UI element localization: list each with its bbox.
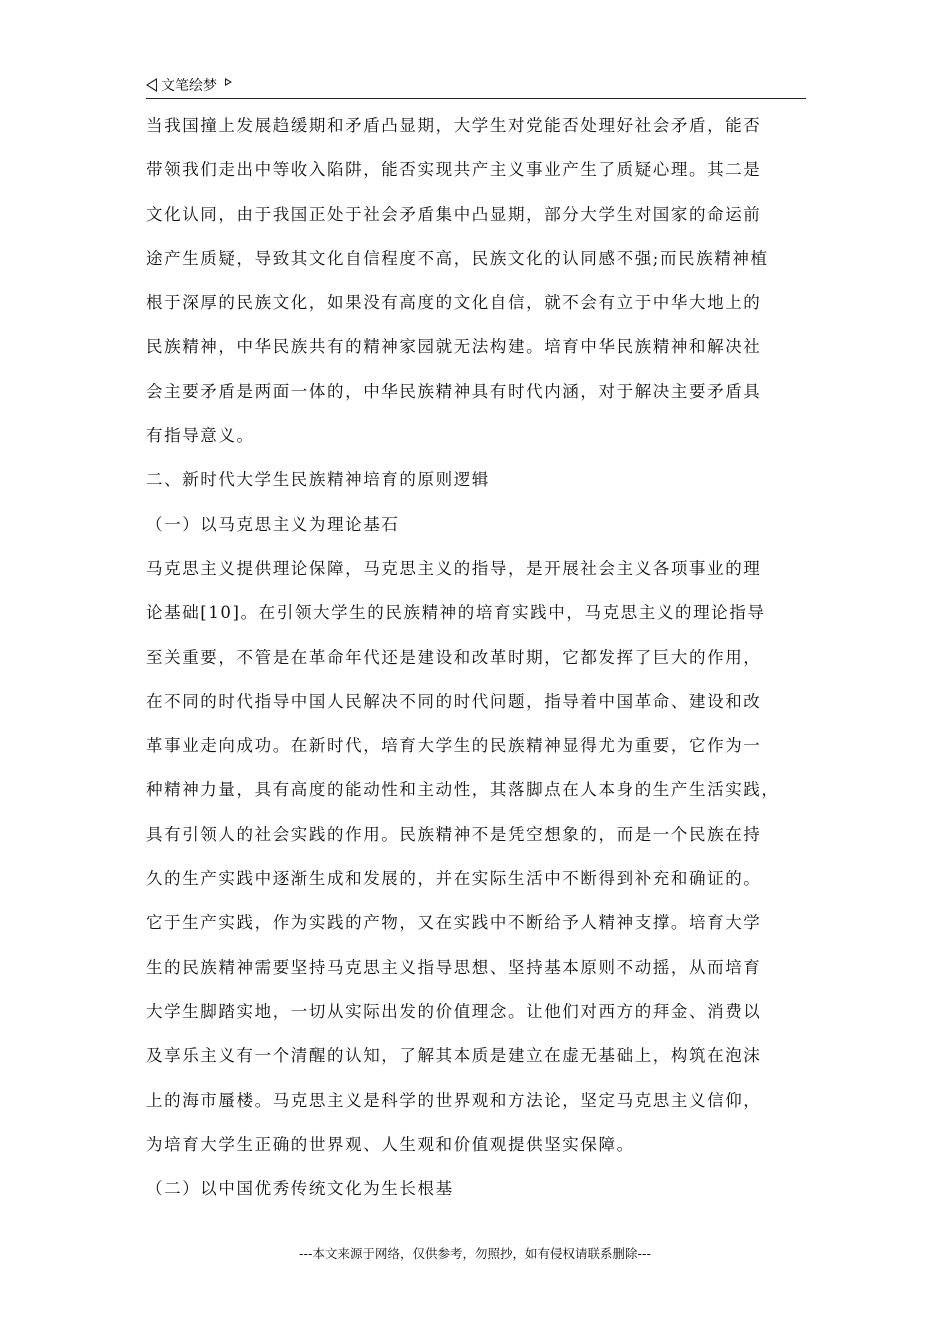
text-line: 有指导意义。: [146, 426, 255, 446]
text-line: 马克思主义提供理论保障，马克思主义的指导，是开展社会主义各项事业的理: [146, 558, 762, 578]
text-line: 生的民族精神需要坚持马克思主义指导思想、坚持基本原则不动摇，从而培育: [146, 957, 762, 977]
text-line: 革事业走向成功。在新时代，培育大学生的民族精神显得尤为重要，它作为一: [146, 736, 762, 756]
triangle-right-icon: [225, 78, 232, 86]
text-line: 会主要矛盾是两面一体的，中华民族精神具有时代内涵，对于解决主要矛盾具: [146, 381, 762, 401]
text-line: 当我国撞上发展趋缓期和矛盾凸显期，大学生对党能否处理好社会矛盾，能否: [146, 116, 762, 135]
body-text: [146, 104, 812, 1211]
text-line: 带领我们走出中等收入陷阱，能否实现共产主义事业产生了质疑心理。其二是: [146, 160, 762, 180]
text-line: 久的生产实践中逐渐生成和发展的，并在实际生活中不断得到补充和确证的。: [146, 869, 762, 889]
text-line: （二）以中国优秀传统文化为生长根基: [146, 1179, 454, 1199]
page-header: [146, 72, 806, 99]
text-line: 至关重要，不管是在革命年代还是建设和改革时期，它都发挥了巨大的作用，: [146, 647, 762, 667]
text-line: 在不同的时代指导中国人民解决不同的时代问题，指导着中国革命、建设和改: [146, 691, 762, 711]
text-line: 文化认同，由于我国正处于社会矛盾集中凸显期，部分大学生对国家的命运前: [146, 204, 762, 224]
header-title: 文笔绘梦: [161, 78, 217, 94]
text-line: （一）以马克思主义为理论基石: [146, 514, 400, 534]
text-line: 民族精神，中华民族共有的精神家园就无法构建。培育中华民族精神和解决社: [146, 337, 762, 357]
triangle-left-icon: [146, 78, 157, 92]
page-footer: ---本文来源于网络，仅供参考，勿照抄，如有侵权请联系删除---: [298, 1246, 652, 1261]
text-line: 二、新时代大学生民族精神培育的原则逻辑: [146, 470, 490, 490]
text-line: 为培育大学生正确的世界观、人生观和价值观提供坚实保障。: [146, 1134, 635, 1154]
text-line: 具有引领人的社会实践的作用。民族精神不是凭空想象的，而是一个民族在持: [146, 824, 762, 844]
text-line: 及享乐主义有一个清醒的认知，了解其本质是建立在虚无基础上，构筑在泡沫: [146, 1046, 762, 1066]
text-line: 途产生质疑，导致其文化自信程度不高，民族文化的认同感不强;而民族精神植: [146, 248, 769, 268]
text-line: 大学生脚踏实地，一切从实际出发的价值理念。让他们对西方的拜金、消费以: [146, 1001, 762, 1021]
text-line: 种精神力量，具有高度的能动性和主动性，其落脚点在人本身的生产生活实践，: [146, 780, 780, 800]
text-line: 论基础[10]。在引领大学生的民族精神的培育实践中，马克思主义的理论指导: [146, 603, 766, 623]
text-line: 它于生产实践，作为实践的产物，又在实践中不断给予人精神支撑。培育大学: [146, 913, 762, 933]
text-line: 上的海市蜃楼。马克思主义是科学的世界观和方法论，坚定马克思主义信仰，: [146, 1090, 762, 1110]
text-line: 根于深厚的民族文化，如果没有高度的文化自信，就不会有立于中华大地上的: [146, 293, 762, 313]
